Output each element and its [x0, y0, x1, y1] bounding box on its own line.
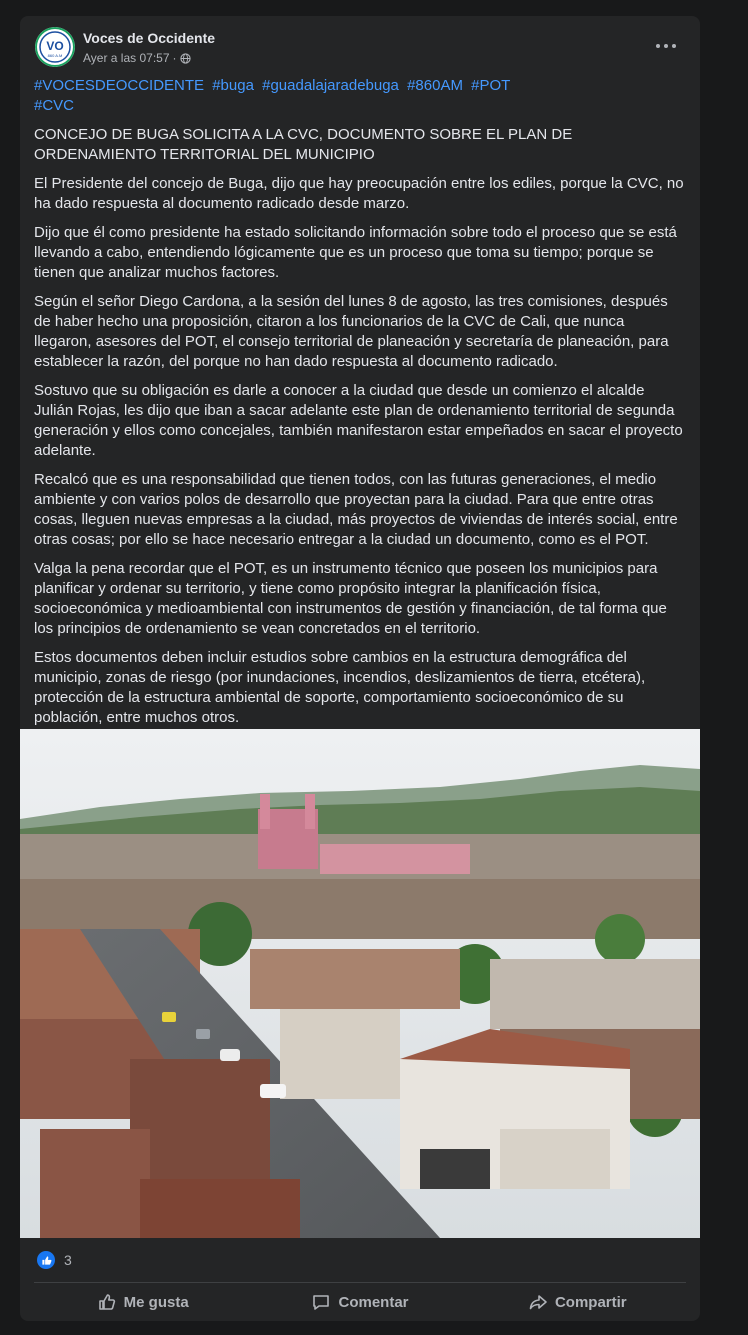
hashtag-list [34, 76, 686, 116]
post-actions [34, 1286, 686, 1318]
like-label: Me gusta [123, 1293, 189, 1311]
post-paragraph: Estos documentos deben incluir estudios sobre cambios en la estructura demográfica del municipio, zonas de riesgo (por inundaciones, incendios, deslizamientos de tierra, etcétera), protección de la estructura ambiental de soporte, comportamiento socioeconómico de su población, entre muchos otros. [34, 649, 646, 726]
share-icon [528, 1292, 548, 1312]
hashtag-link[interactable]: #guadalajaradebuga [262, 77, 399, 94]
avatar-text: VO [46, 39, 64, 53]
post-card [20, 16, 700, 1321]
share-button[interactable] [469, 1286, 686, 1318]
post-paragraph: El Presidente del concejo de Buga, dijo que hay preocupación entre los ediles, porque la CVC, no ha dado respuesta al documento radicado desde marzo. [34, 175, 684, 212]
post-photo-city-aerial[interactable] [20, 729, 700, 1238]
comment-button[interactable] [251, 1286, 468, 1318]
more-dot-icon [656, 44, 660, 48]
hashtag-link[interactable]: #860AM [407, 77, 463, 94]
like-button[interactable] [34, 1286, 251, 1318]
post-paragraph: Dijo que él como presidente ha estado solicitando información sobre todo el proceso que se está llevando a cabo, entendiendo lógicamente que es un proceso que toma su tiempo; porque se tienen que analizar muchos factores. [34, 224, 677, 281]
post-meta [83, 51, 191, 65]
more-options-button[interactable] [654, 34, 678, 58]
comment-icon [311, 1292, 331, 1312]
post-timestamp[interactable]: Ayer a las 07:57 [83, 51, 170, 65]
reactions-summary[interactable] [37, 1250, 72, 1270]
page-avatar[interactable] [35, 27, 75, 67]
avatar-subtext: 860 A.M [47, 53, 63, 58]
post-paragraph: Valga la pena recordar que el POT, es un instrumento técnico que poseen los municipios para planificar y ordenar su territorio, y tiene como propósito integrar la planificación física, socioeconómica y medioambiental con instrumentos de gestión y financiación, de tal forma que los principios de ordenamiento se vean concretados en el territorio. [34, 560, 667, 637]
hashtag-link[interactable]: #CVC [34, 97, 75, 114]
comment-label: Comentar [338, 1293, 409, 1311]
meta-separator: · [172, 51, 177, 65]
share-label: Compartir [554, 1293, 627, 1311]
globe-icon [180, 53, 191, 64]
post-body [34, 76, 686, 737]
more-dot-icon [664, 44, 668, 48]
hashtag-link[interactable]: #buga [212, 77, 254, 94]
more-dot-icon [672, 44, 676, 48]
actions-divider [34, 1282, 686, 1283]
post-paragraph: Recalcó que es una responsabilidad que tienen todos, con las futuras generaciones, el medio ambiente y con varios polos de desarrollo que proyectan para la ciudad. Para que entre otras cosas, lleguen nuevas empresas a la ciudad, más proyectos de viviendas de interés social, entre otras cosas; por ello se hace necesario entregar a la ciudad un documento, como es el POT. [34, 471, 678, 548]
like-reaction-icon [37, 1251, 55, 1269]
post-paragraph: Según el señor Diego Cardona, a la sesión del lunes 8 de agosto, las tres comisiones, después de haber hecho una proposición, citaron a los funcionarios de la CVC de Cali, que nunca llegaron, asesores del POT, el consejo territorial de planeación y secretaría de planeación, para establecer la razón, del porque no han dado respuesta al documento radicado. [34, 293, 669, 370]
reaction-count: 3 [64, 1252, 72, 1268]
thumbs-up-icon [97, 1292, 117, 1312]
hashtag-link[interactable]: #POT [471, 77, 511, 94]
page-name-link[interactable]: Voces de Occidente [83, 30, 216, 46]
post-paragraph: Sostuvo que su obligación es darle a conocer a la ciudad que desde un comienzo el alcalde Julián Rojas, les dijo que iban a sacar adelante este plan de ordenamiento territorial de segunda generación y ellos como concejales, también manifestaron estar empeñados en sacar el proyecto adelante. [34, 382, 683, 459]
hashtag-link[interactable]: #VOCESDEOCCIDENTE [34, 77, 205, 94]
post-headline: CONCEJO DE BUGA SOLICITA A LA CVC, DOCUMENTO SOBRE EL PLAN DE ORDENAMIENTO TERRITORIAL DEL MUNICIPIO [34, 126, 573, 163]
